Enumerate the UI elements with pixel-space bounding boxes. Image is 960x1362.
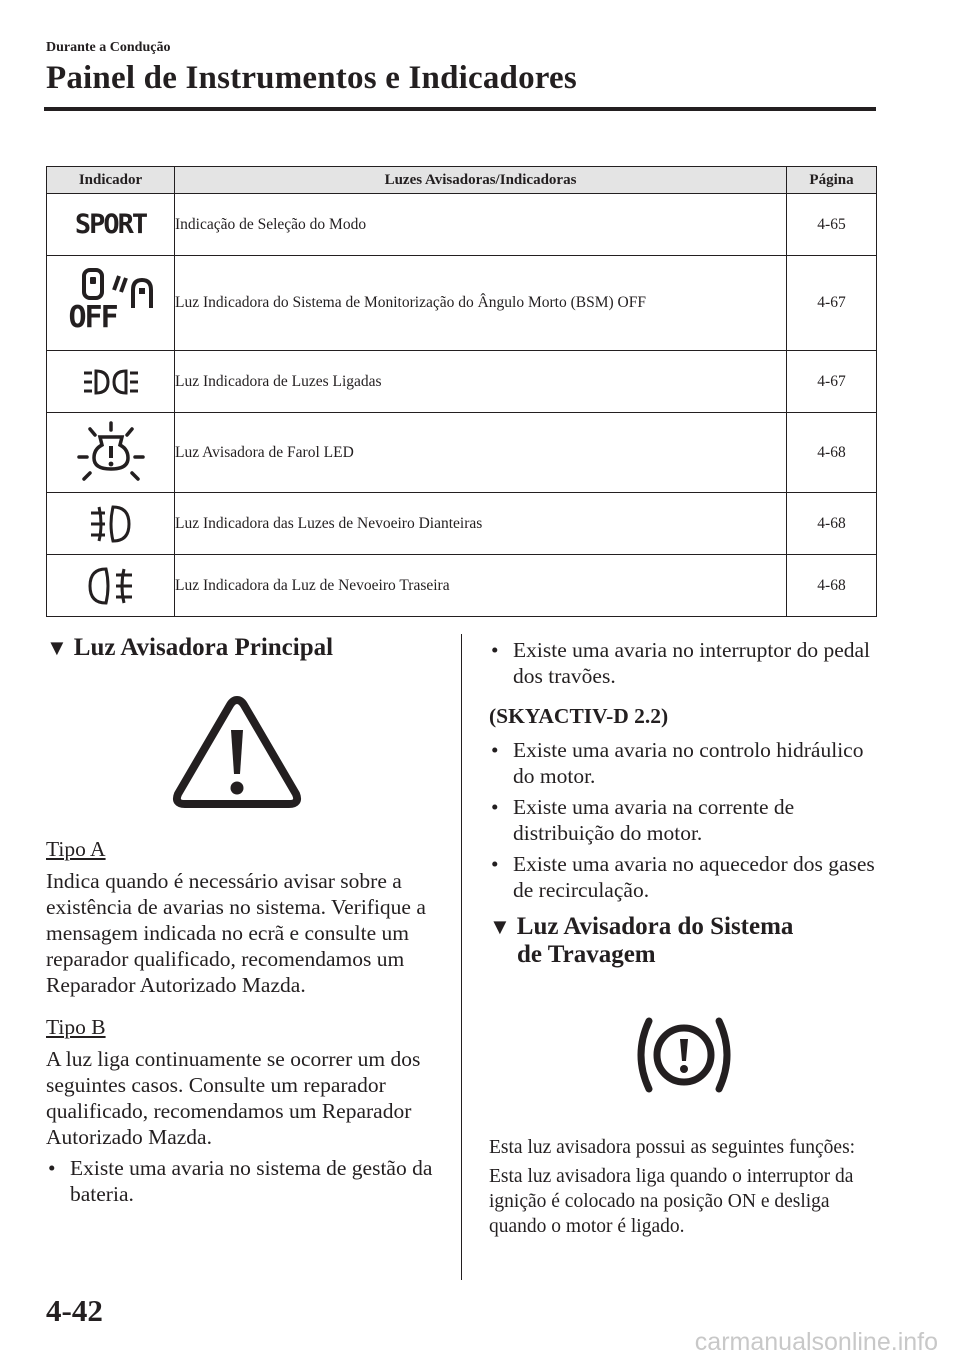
indicator-table xyxy=(46,166,877,617)
master-warning-heading: ▼ Luz Avisadora Principal xyxy=(46,634,334,661)
indicator-page: 4-68 xyxy=(787,493,877,555)
indicator-name: Luz Avisadora de Farol LED xyxy=(175,413,787,493)
column-divider xyxy=(461,634,462,1280)
indicator-page: 4-68 xyxy=(787,413,877,493)
led-headlight-warning-icon xyxy=(76,421,146,485)
table-row xyxy=(47,493,877,555)
indicator-name: Luz Indicadora das Luzes de Nevoeiro Dianteiras xyxy=(175,493,787,555)
list-item: • Existe uma avaria na corrente de distribuição do motor. xyxy=(489,794,881,846)
column-header-indicator: Indicador xyxy=(47,167,175,194)
indicator-name: Luz Indicadora de Luzes Ligadas xyxy=(175,351,787,413)
type-b-text: A luz liga continuamente se ocorrer um dos seguintes casos. Consulte um reparador qualificado, recomendamos um Reparador Autorizado Mazda. xyxy=(46,1047,421,1149)
table-row xyxy=(47,194,877,256)
brake-text-2: Esta luz avisadora liga quando o interruptor da ignição é colocado na posição ON e desliga quando o motor é ligado. xyxy=(489,1166,854,1237)
indicator-page: 4-65 xyxy=(787,194,877,256)
page-number: 4-42 xyxy=(46,1293,103,1328)
indicator-name: Indicação de Seleção do Modo xyxy=(175,194,787,256)
type-a-label: Tipo A xyxy=(46,837,106,861)
column-header-lights: Luzes Avisadoras/Indicadoras xyxy=(175,167,787,194)
title-rule xyxy=(44,107,876,111)
watermark: carmanualsonline.info xyxy=(694,1328,938,1356)
list-item: • Existe uma avaria no interruptor do pedal dos travões. xyxy=(489,637,881,689)
list-item: • Existe uma avaria no sistema de gestão da bateria. xyxy=(46,1155,438,1207)
engine-variant-label: (SKYACTIV-D 2.2) xyxy=(489,704,669,728)
front-fog-light-icon xyxy=(89,503,133,545)
table-row xyxy=(47,555,877,617)
section-triangle-icon: ▼ xyxy=(489,914,511,939)
brake-warning-icon xyxy=(629,1015,739,1095)
rear-fog-light-icon xyxy=(86,565,136,607)
indicator-name: Luz Indicadora do Sistema de Monitorização do Ângulo Morto (BSM) OFF xyxy=(175,256,787,351)
page-title: Painel de Instrumentos e Indicadores xyxy=(46,60,577,96)
table-row xyxy=(47,256,877,351)
list-item: • Existe uma avaria no aquecedor dos gases de recirculação. xyxy=(489,851,881,903)
table-header-row xyxy=(47,167,877,194)
table-row xyxy=(47,351,877,413)
indicator-name: Luz Indicadora da Luz de Nevoeiro Traseira xyxy=(175,555,787,617)
type-a-text: Indica quando é necessário avisar sobre a existência de avarias no sistema. Verifique a mensagem indicada no ecrã e consulte um reparador qualificado, recomendamos um Reparador Autorizado Mazda. xyxy=(46,869,426,997)
bsm-off-icon xyxy=(63,266,159,336)
column-header-page: Página xyxy=(787,167,877,194)
list-item: • Existe uma avaria no controlo hidráulico do motor. xyxy=(489,737,881,789)
sport-mode-icon: SPORT xyxy=(74,209,147,240)
brake-warning-heading: ▼ Luz Avisadora do Sistema de Travagem xyxy=(489,913,794,968)
master-warning-triangle-icon xyxy=(171,694,303,812)
indicator-page: 4-67 xyxy=(787,256,877,351)
section-header: Durante a Condução xyxy=(46,40,171,55)
indicator-page: 4-68 xyxy=(787,555,877,617)
section-triangle-icon: ▼ xyxy=(46,635,68,660)
type-b-label: Tipo B xyxy=(46,1015,106,1039)
indicator-page: 4-67 xyxy=(787,351,877,413)
lights-on-icon xyxy=(81,367,141,397)
brake-text-1: Esta luz avisadora possui as seguintes funções: xyxy=(489,1137,856,1158)
table-row xyxy=(47,413,877,493)
right-column xyxy=(489,634,881,1239)
bsm-off-text: OFF xyxy=(68,299,117,335)
left-column xyxy=(46,634,438,1207)
